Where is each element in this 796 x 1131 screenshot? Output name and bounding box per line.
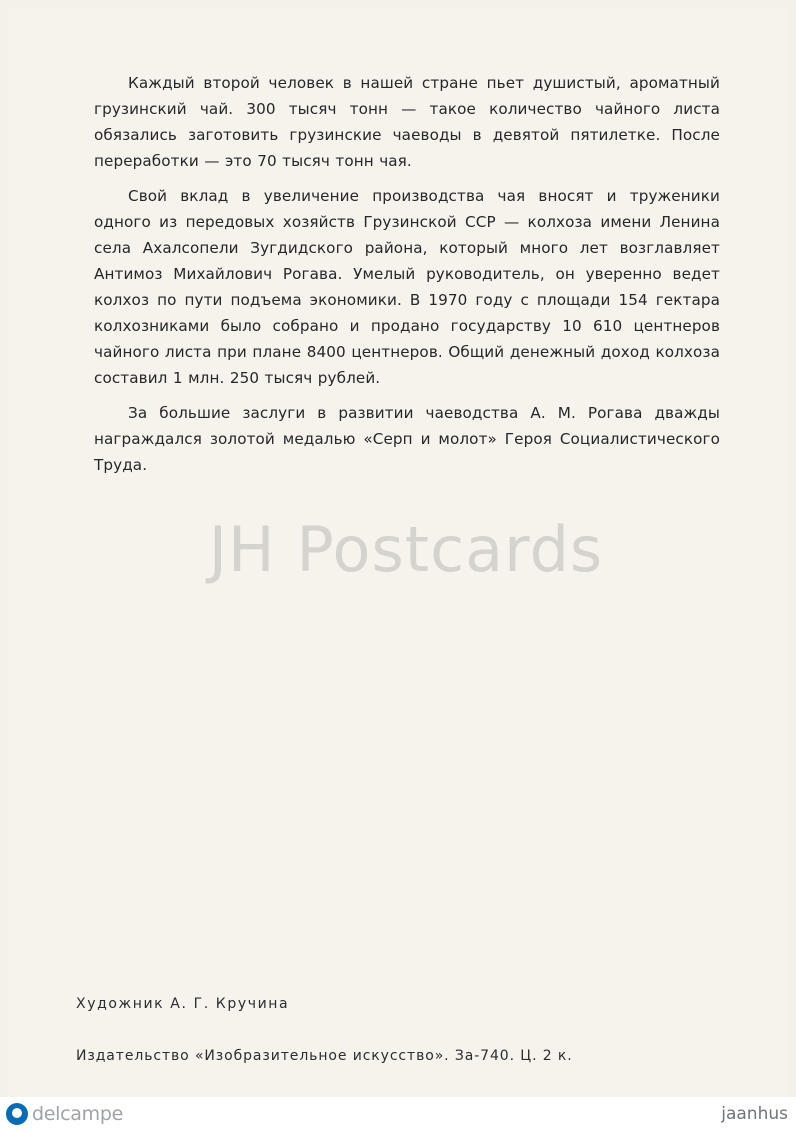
artist-credit: Художник А. Г. Кручина xyxy=(76,996,290,1012)
circle-logo-icon xyxy=(6,1103,28,1125)
description-text-block xyxy=(94,70,720,487)
delcampe-logo-icon xyxy=(6,1103,32,1125)
publisher-credit: Издательство «Изобразительное искусство». За-740. Ц. 2 к. xyxy=(76,1048,573,1064)
paragraph-2: Свой вклад в увеличение производства чая вносят и труженики одного из передовых хозяйств Грузинской ССР — колхоза имени Ленина села Ахалсопели Зугдидского района, который много лет возглавляет Антимоз Михайлович Рогава. Умелый руководитель, он уверенно ведет колхоз по пути подъема экономики. В 1970 году с площади 154 гектара колхозниками было собрано и продано государству 10 610 центнеров чайного листа при плане 8400 центнеров. Общий денежный доход колхоза составил 1 млн. 250 тысяч рублей. xyxy=(94,187,720,387)
paragraph-3: За большие заслуги в развитии чаеводства А. М. Рогава дважды награждался золотой медалью «Серп и молот» Героя Социалистического Труда. xyxy=(94,404,720,474)
site-watermark-label: jaanhus xyxy=(721,1104,788,1124)
delcampe-brand-label: delcampe xyxy=(32,1103,123,1125)
card-surface xyxy=(8,8,788,1123)
delcampe-watermark xyxy=(6,1103,123,1125)
watermark-text: JH Postcards xyxy=(208,513,604,586)
paragraph-1: Каждый второй человек в нашей стране пьет душистый, ароматный грузинский чай. 300 тысяч тонн — такое количество чайного листа обязались заготовить грузинские чаеводы в девятой пятилетке. После переработки — это 70 тысяч тонн чая. xyxy=(94,74,720,170)
footer-watermark-bar xyxy=(0,1097,796,1131)
